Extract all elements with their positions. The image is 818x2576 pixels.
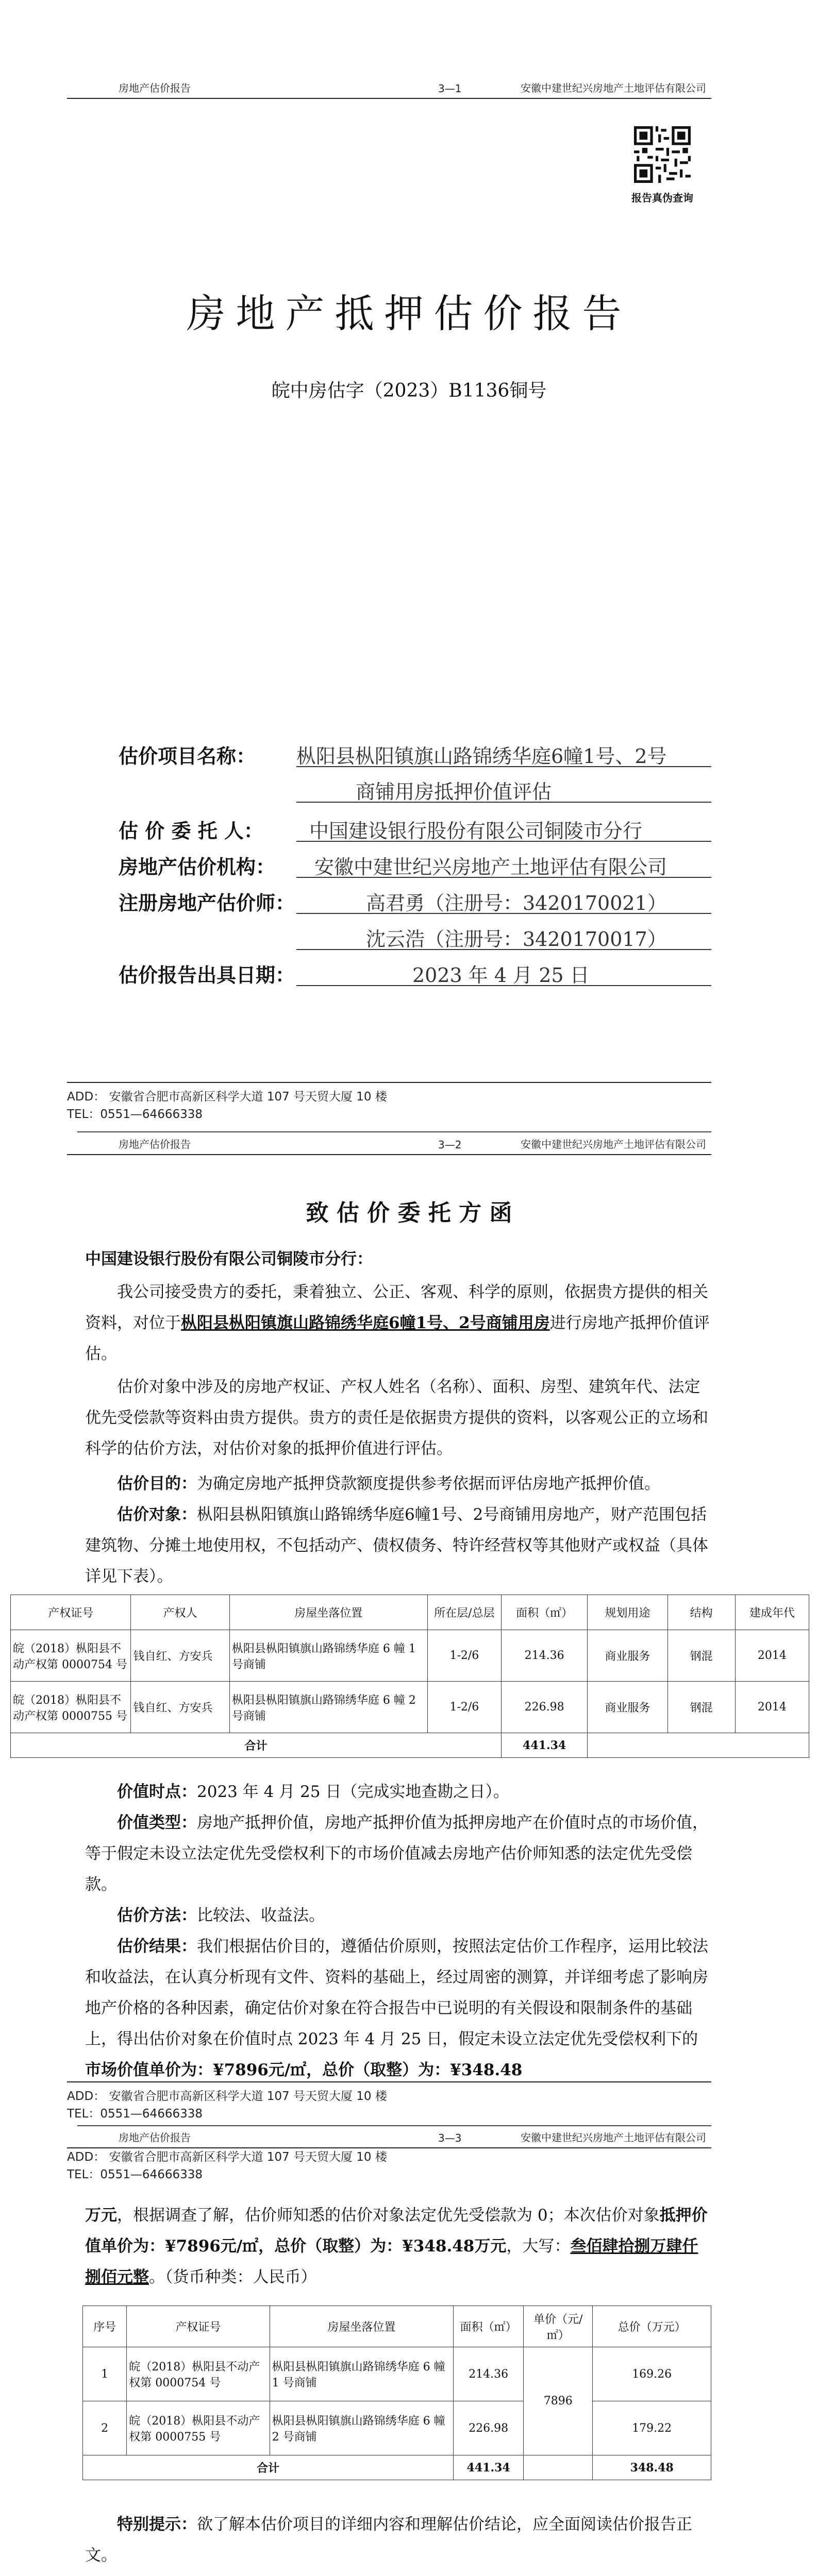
appraiser-2: 沈云浩（注册号：3420170017） [366, 928, 667, 951]
footer-tel: TEL：0551—64666338 [67, 1108, 203, 1121]
th-cert: 产权证号 [11, 1595, 131, 1630]
result-continued: 万元，根据调查了解，估价师知悉的估价对象法定优先受偿款为 0；本次估价对象抵押价值单价为：¥7896元/㎡，总价（取整）为：¥348.48万元，大写：叁佰肆拾捌万肆仟捌佰元整。（货币种类：人民币） [85, 2206, 708, 2286]
object-address: 枞阳县枞阳镇旗山路锦绣华庭6幢1号、2号商铺用房 [181, 1314, 550, 1332]
appraiser-1: 高君勇（注册号：3420170021） [366, 892, 667, 914]
th-area: 面积（㎡） [454, 2306, 524, 2347]
th-area: 面积（㎡） [502, 1595, 588, 1630]
th-location: 房屋坐落位置 [229, 1595, 427, 1630]
header-left: 房地产估价报告 [119, 2131, 191, 2144]
header-page-no: 3—1 [438, 82, 462, 95]
table-row: 皖（2018）枞阳县不动产权第 0000754 号 钱自红、方安兵 枞阳县枞阳镇旗山路锦绣华庭 6 幢 1 号商铺 1-2/6 214.36 商业服务 钢混 2014 [11, 1630, 809, 1682]
header-page-no: 3—2 [438, 1139, 462, 1151]
method: 估价方法：比较法、收益法。 [117, 1906, 325, 1925]
issue-date-label: 估价报告出具日期： [119, 963, 295, 987]
property-table [10, 1595, 809, 1758]
page2-footer [67, 2081, 711, 2123]
header-right: 安徽中建世纪兴房地产土地评估有限公司 [521, 2131, 706, 2144]
valuation-table [82, 2306, 711, 2480]
page3-header [67, 2127, 711, 2148]
th-structure: 结构 [667, 1595, 735, 1630]
object: 估价对象：枞阳县枞阳镇旗山路锦绣华庭6幢1号、2号商铺用房地产，财产范围包括建筑物、分摊土地使用权，不包括动产、债权债务、特许经营权等其他财产或权益（具体详见下表）。 [85, 1505, 708, 1586]
table-row: 2 皖（2018）枞阳县不动产权第 0000755 号 枞阳县枞阳镇旗山路锦绣华庭 6 幢 2 号商铺 226.98 179.22 [83, 2401, 711, 2455]
table-total-row: 合计 441.34 [11, 1733, 809, 1758]
letter-title: 致 估 价 委 托 方 函 [306, 1200, 512, 1226]
th-owner: 产权人 [131, 1595, 229, 1630]
purpose: 估价目的：为确定房地产抵押贷款额度提供参考依据而评估房地产抵押价值。 [117, 1475, 660, 1493]
issue-date-value: 2023 年 4 月 25 日 [412, 964, 590, 987]
special-note: 特别提示：欲了解本估价项目的详细内容和理解估价结论，应全面阅读估价报告正文。 [85, 2515, 692, 2565]
header-left: 房地产估价报告 [119, 82, 191, 94]
mortgage-value: 抵押价值单价为：¥7896元/㎡，总价（取整）为：¥348.48万元 [85, 2206, 708, 2256]
project-name-label: 估价项目名称： [119, 744, 256, 768]
th-total: 总价（万元） [593, 2306, 711, 2347]
report-number: 皖中房估字（2023）B1136铜号 [271, 380, 547, 401]
footer-tel: TEL：0551—64666338 [67, 2107, 203, 2121]
project-name-value: 枞阳县枞阳镇旗山路锦绣华庭6幢1号、2号 [296, 745, 667, 768]
letter-p1: 我公司接受贵方的委托，秉着独立、公正、客观、科学的原则，依据贵方提供的相关资料，对位于枞阳县枞阳镇旗山路锦绣华庭6幢1号、2号商铺用房进行房地产抵押价值评估。 [85, 1283, 710, 1363]
amount-in-words: 叁佰肆拾捌万肆仟捌佰元整 [85, 2237, 698, 2286]
unit-price-cell: 7896 [524, 2347, 593, 2455]
table-total-row: 合计 441.34 348.48 [83, 2455, 711, 2480]
value-type: 价值类型：房地产抵押价值，房地产抵押价值为抵押房地产在价值时点的市场价值，等于假定未设立法定优先受偿权利下的市场价值减去房地产估价师知悉的法定优先受偿款。 [85, 1814, 708, 1894]
agency-label: 房地产估价机构： [119, 855, 276, 878]
agency-value: 安徽中建世纪兴房地产土地评估有限公司 [314, 856, 667, 878]
page1-header [67, 77, 711, 99]
th-location: 房屋坐落位置 [270, 2306, 454, 2347]
footer-address: ADD： 安徽省合肥市高新区科学大道 107 号天贸大厦 10 楼 [67, 2090, 387, 2103]
footer-address: ADD： 安徽省合肥市高新区科学大道 107 号天贸大厦 10 楼 [67, 2150, 387, 2164]
qr-caption: 报告真伪查询 [631, 192, 693, 204]
footer-tel: TEL：0551—64666338 [67, 2168, 203, 2181]
th-year: 建成年代 [735, 1595, 809, 1630]
table-row: 1 皖（2018）枞阳县不动产权第 0000754 号 枞阳县枞阳镇旗山路锦绣华庭 6 幢 1 号商铺 214.36 7896 169.26 [83, 2347, 711, 2401]
th-use: 规划用途 [588, 1595, 667, 1630]
header-right: 安徽中建世纪兴房地产土地评估有限公司 [521, 1138, 706, 1150]
cover-title: 房地产抵押估价报告 [186, 291, 632, 336]
page1-footer [67, 1082, 711, 1123]
th-unit-price: 单价（元/㎡） [524, 2306, 593, 2347]
table-row: 皖（2018）枞阳县不动产权第 0000755 号 钱自红、方安兵 枞阳县枞阳镇旗山路锦绣华庭 6 幢 2 号商铺 1-2/6 226.98 商业服务 钢混 2014 [11, 1682, 809, 1733]
appraiser-label: 注册房地产估价师： [119, 891, 295, 914]
th-cert: 产权证号 [127, 2306, 270, 2347]
letter-p2: 估价对象中涉及的房地产权证、产权人姓名（名称）、面积、房型、建筑年代、法定优先受偿款等资料由贵方提供。贵方的责任是依据贵方提供的资料，以客观公正的立场和科学的估价方法，对估价对象的抵押价值进行评估。 [85, 1378, 708, 1458]
addressee: 中国建设银行股份有限公司铜陵市分行： [85, 1250, 373, 1268]
qr-code-icon [634, 126, 691, 183]
th-floor: 所在层/总层 [427, 1595, 501, 1630]
page3-top-footer [67, 2148, 711, 2183]
footer-address: ADD： 安徽省合肥市高新区科学大道 107 号天贸大厦 10 楼 [67, 1090, 387, 1104]
page2-header [67, 1133, 711, 1155]
header-right: 安徽中建世纪兴房地产土地评估有限公司 [521, 82, 706, 94]
header-left: 房地产估价报告 [119, 1138, 191, 1150]
client-label: 估 价 委 托 人： [119, 819, 263, 842]
market-value: 市场价值单价为：¥7896元/㎡，总价（取整）为：¥348.48 [85, 2061, 523, 2079]
project-name-value-2: 商铺用房抵押价值评估 [356, 781, 552, 803]
client-value: 中国建设银行股份有限公司铜陵市分行 [309, 820, 643, 842]
th-no: 序号 [83, 2306, 127, 2347]
value-date: 价值时点：2023 年 4 月 25 日（完成实地查勘之日）。 [117, 1783, 509, 1801]
result: 估价结果：我们根据估价目的，遵循估价原则，按照法定估价工作程序，运用比较法和收益法，在认真分析现有文件、资料的基础上，经过周密的测算，并详细考虑了影响房地产价格的各种因素，确定估价对象在符合报告中已说明的有关假设和限制条件的基础上，得出估价对象在价值时点 2023 年 4 月 25 日，假定未设立法定优先受偿权利下的市场价值单价为：¥7896元/㎡，总价（取整）为：¥348.48 [85, 1937, 708, 2079]
header-page-no: 3—3 [438, 2132, 462, 2144]
